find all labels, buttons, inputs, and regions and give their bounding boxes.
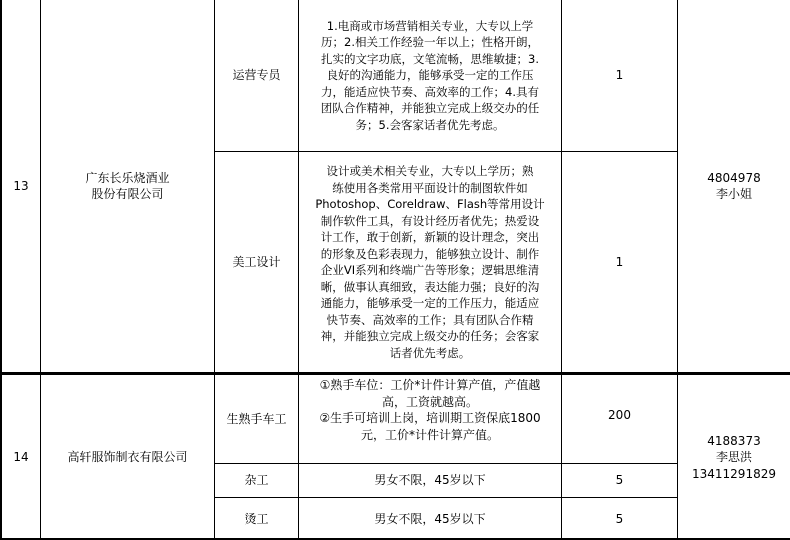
- grid-line: [214, 497, 678, 498]
- job-requirements: [299, 498, 561, 540]
- job-requirements-text: 男女不限，45岁以下: [374, 511, 486, 526]
- job-requirements: [299, 0, 561, 151]
- grid-line: [561, 0, 562, 540]
- headcount-text: 1: [615, 68, 624, 83]
- grid-line: [298, 0, 299, 540]
- headcount: [562, 152, 677, 372]
- headcount-text: 5: [615, 473, 624, 488]
- row-number-text: 13: [13, 178, 29, 193]
- job-title: [215, 375, 298, 463]
- job-requirements-text: 1.电商或市场营销相关专业，大专以上学 历；2.相关工作经验一年以上；性格开朗， 扎实的文字功底，文笔流畅，思维敏捷；3. 良好的沟通能力，能够承受一定的工作压 力，能适应快节奏、高效率的工作；4.具有 团队合作精神，并能独立完成上级交办的任 务；5.会客家话者优先考虑。: [320, 18, 540, 132]
- job-title-text: 烫工: [244, 511, 269, 526]
- job-title-text: 运营专员: [232, 68, 281, 83]
- grid-line: [214, 463, 678, 464]
- job-title: [215, 498, 298, 540]
- row-separator: [0, 372, 790, 375]
- job-title: [215, 0, 298, 151]
- contact-info: [678, 375, 790, 540]
- company-name: [41, 375, 214, 540]
- job-requirements-text: 设计或美术相关专业，大专以上学历；熟 练使用各类常用平面设计的制图软件如 Photoshop、Coreldraw、Flash等常用设计 制作软件工具，有设计经历者优先；热爱设 计工作，敢于创新，新颖的设计理念，突出 的形象及色彩表现力，能够独立设计、制作 企业VI系列和终端广告等形象；逻辑思维清 晰，做事认真细致，表达能力强；良好的沟 通能力，能够承受一定的工作压力，能适应 快节奏、高效率的工作；具有团队合作精 神，并能独立完成上级交办的任务；会客家 话者优先考虑。: [315, 164, 545, 360]
- job-requirements: [299, 152, 561, 372]
- grid-line: [214, 151, 678, 152]
- company-name: [41, 0, 214, 372]
- job-title-text: 美工设计: [232, 254, 281, 269]
- job-requirements-text: ①熟手车位：工价*计件计算产值，产值越 高，工资就越高。 ②生手可培训上岗，培训期工资保底1800 元，工价*计件计算产值。: [319, 378, 541, 442]
- grid-line: [677, 0, 678, 540]
- job-requirements: [299, 464, 561, 497]
- contact-info-text: 4804978 李小姐: [707, 170, 761, 201]
- company-name-text: 高轩服饰制衣有限公司: [67, 450, 188, 465]
- company-name-text: 广东长乐烧酒业 股份有限公司: [85, 170, 170, 201]
- headcount: [562, 498, 677, 540]
- job-title: [215, 464, 298, 497]
- headcount: [562, 0, 677, 151]
- job-requirements-text: 男女不限，45岁以下: [374, 473, 486, 488]
- headcount: [562, 375, 677, 463]
- job-requirements: [299, 375, 561, 463]
- job-title-text: 杂工: [244, 473, 269, 488]
- job-title: [215, 152, 298, 372]
- headcount-text: 200: [608, 408, 631, 422]
- headcount-text: 5: [615, 511, 624, 526]
- contact-info: [678, 0, 790, 372]
- headcount-text: 1: [615, 254, 624, 269]
- headcount: [562, 464, 677, 497]
- row-number-text: 14: [13, 450, 29, 465]
- row-number: [2, 0, 40, 372]
- grid-line: [40, 0, 41, 540]
- contact-info-text: 4188373 李思洪 13411291829: [692, 433, 776, 481]
- job-title-text: 生熟手车工: [226, 411, 287, 426]
- grid-line: [214, 0, 215, 540]
- row-number: [2, 375, 40, 540]
